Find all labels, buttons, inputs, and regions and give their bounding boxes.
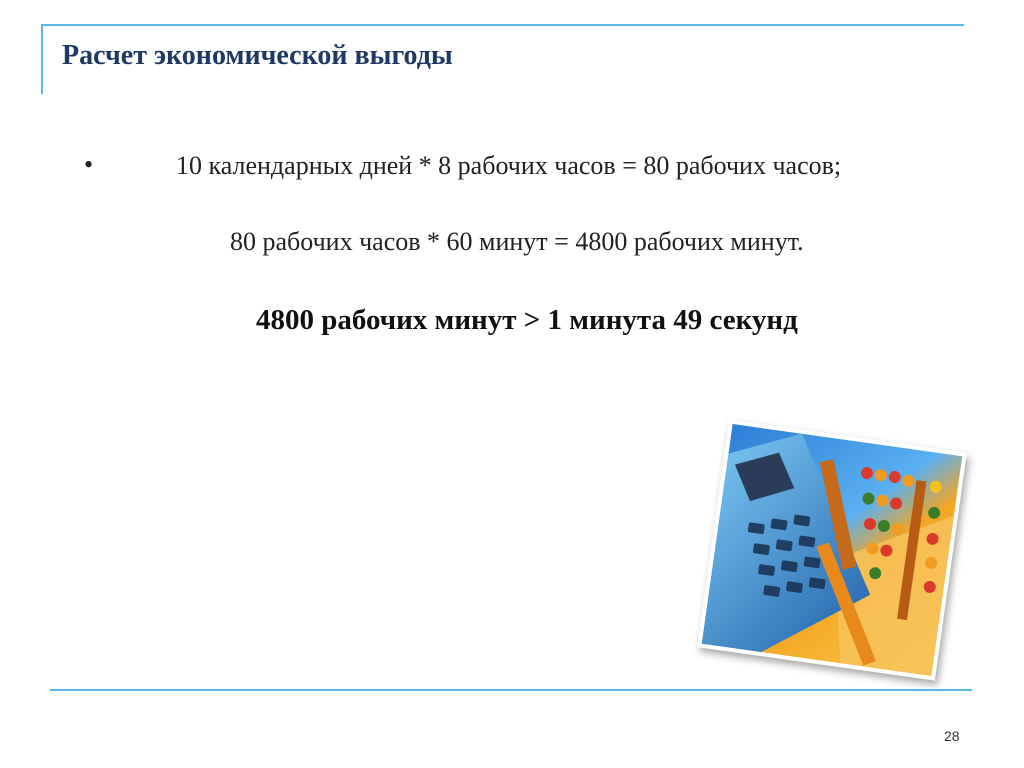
title-top-rule [42, 24, 964, 26]
page-number: 28 [944, 728, 960, 744]
calc-line-hours: 10 календарных дней * 8 рабочих часов = 80 рабочих часов; [176, 151, 842, 180]
footer-rule [50, 689, 972, 691]
calc-line-minutes: 80 рабочих часов * 60 минут = 4800 рабочих минут. [230, 227, 804, 256]
calc-line-conclusion: 4800 рабочих минут > 1 минута 49 секунд [256, 304, 798, 336]
calculator-abacus-photo [697, 419, 967, 680]
bullet-marker: • [84, 150, 94, 179]
slide-title: Расчет экономической выгоды [62, 40, 453, 71]
title-left-rule [41, 24, 43, 94]
